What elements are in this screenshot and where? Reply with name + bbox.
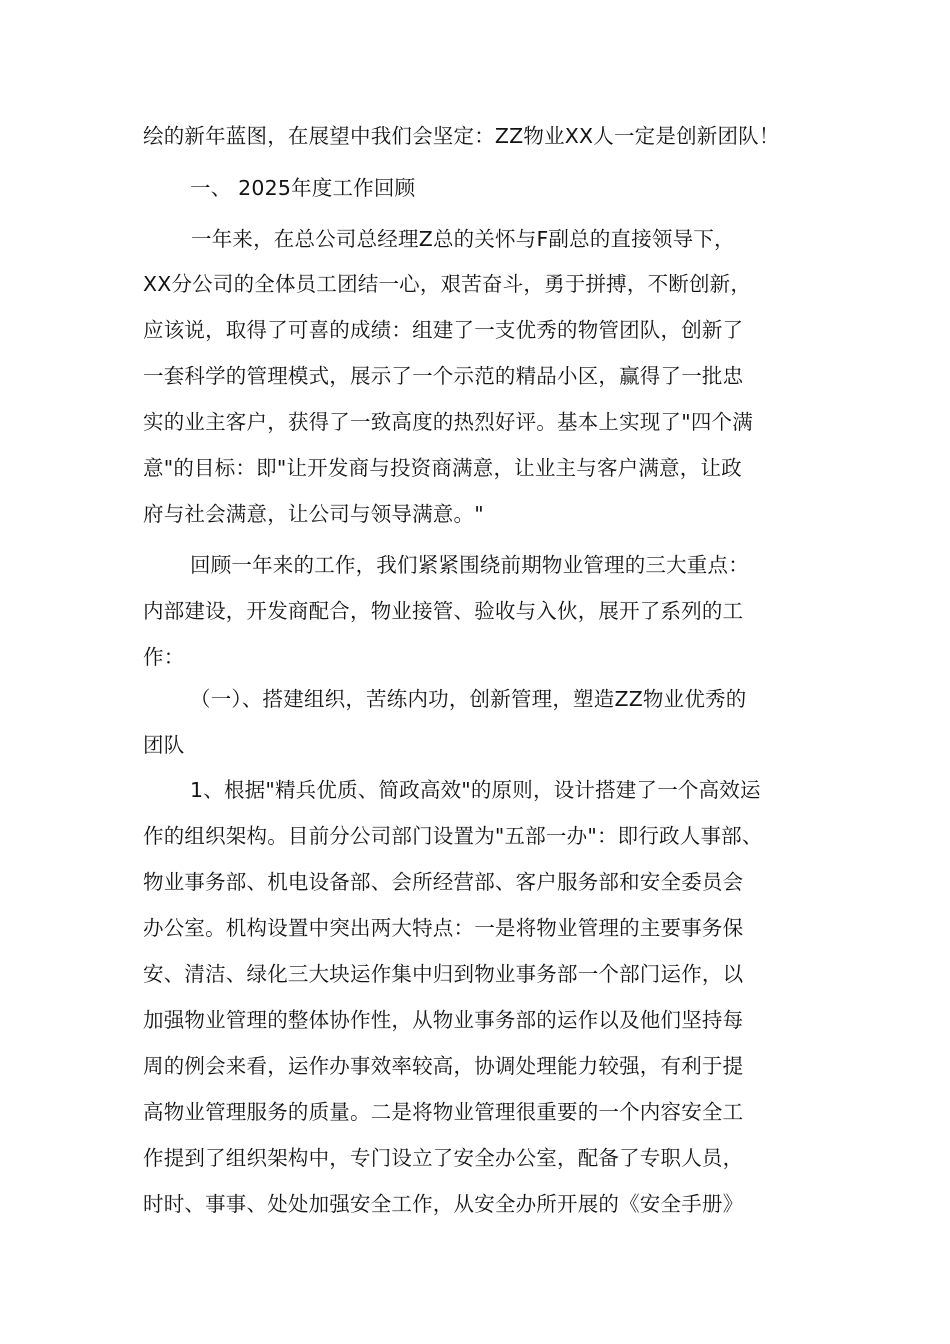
text-line: 办公室。机构设置中突出两大特点：一是将物业管理的主要事务保 [143,916,744,940]
text-line: 绘的新年蓝图，在展望中我们会坚定：ZZ物业XX人一定是创新团队！ [143,124,780,148]
text-line: 物业事务部、机电设备部、会所经营部、客户服务部和安全委员会 [143,870,744,894]
text-line: 应该说，取得了可喜的成绩：组建了一支优秀的物管团队，创新了 [143,318,744,342]
text-line: 作提到了组织架构中，专门设立了安全办公室，配备了专职人员， [143,1146,744,1170]
text-line: 内部建设，开发商配合，物业接管、验收与入伙，展开了系列的工 [143,599,744,623]
text-line: 府与社会满意，让公司与领导满意。" [143,502,484,526]
section-heading: 一、 2025年度工作回顾 [190,176,416,200]
text-line: 1、根据"精兵优质、简政高效"的原则，设计搭建了一个高效运 [190,778,761,802]
subsection-heading: （一）、搭建组织，苦练内功，创新管理，塑造ZZ物业优秀的 [190,687,747,711]
subsection-heading: 团队 [143,733,185,757]
text-line: 作： [143,645,185,669]
text-line: 加强物业管理的整体协作性，从物业事务部的运作以及他们坚持每 [143,1008,744,1032]
text-line: 时时、事事、处处加强安全工作，从安全办所开展的《安全手册》 [143,1192,744,1216]
text-line: 意"的目标：即"让开发商与投资商满意，让业主与客户满意，让政 [143,456,742,480]
text-line: 安、清洁、绿化三大块运作集中归到物业事务部一个部门运作，以 [143,962,744,986]
text-line: XX分公司的全体员工团结一心，艰苦奋斗，勇于拼搏，不断创新， [143,272,752,296]
text-line: 一套科学的管理模式，展示了一个示范的精品小区，赢得了一批忠 [143,364,744,388]
text-line: 一年来，在总公司总经理Z总的关怀与F副总的直接领导下， [191,227,735,251]
text-line: 回顾一年来的工作，我们紧紧围绕前期物业管理的三大重点： [190,553,749,577]
text-line: 高物业管理服务的质量。二是将物业管理很重要的一个内容安全工 [143,1100,744,1124]
text-line: 实的业主客户，获得了一致高度的热烈好评。基本上实现了"四个满 [143,410,753,434]
text-line: 作的组织架构。目前分公司部门设置为"五部一办"：即行政人事部、 [143,824,763,848]
text-line: 周的例会来看，运作办事效率较高，协调处理能力较强，有利于提 [143,1054,744,1078]
